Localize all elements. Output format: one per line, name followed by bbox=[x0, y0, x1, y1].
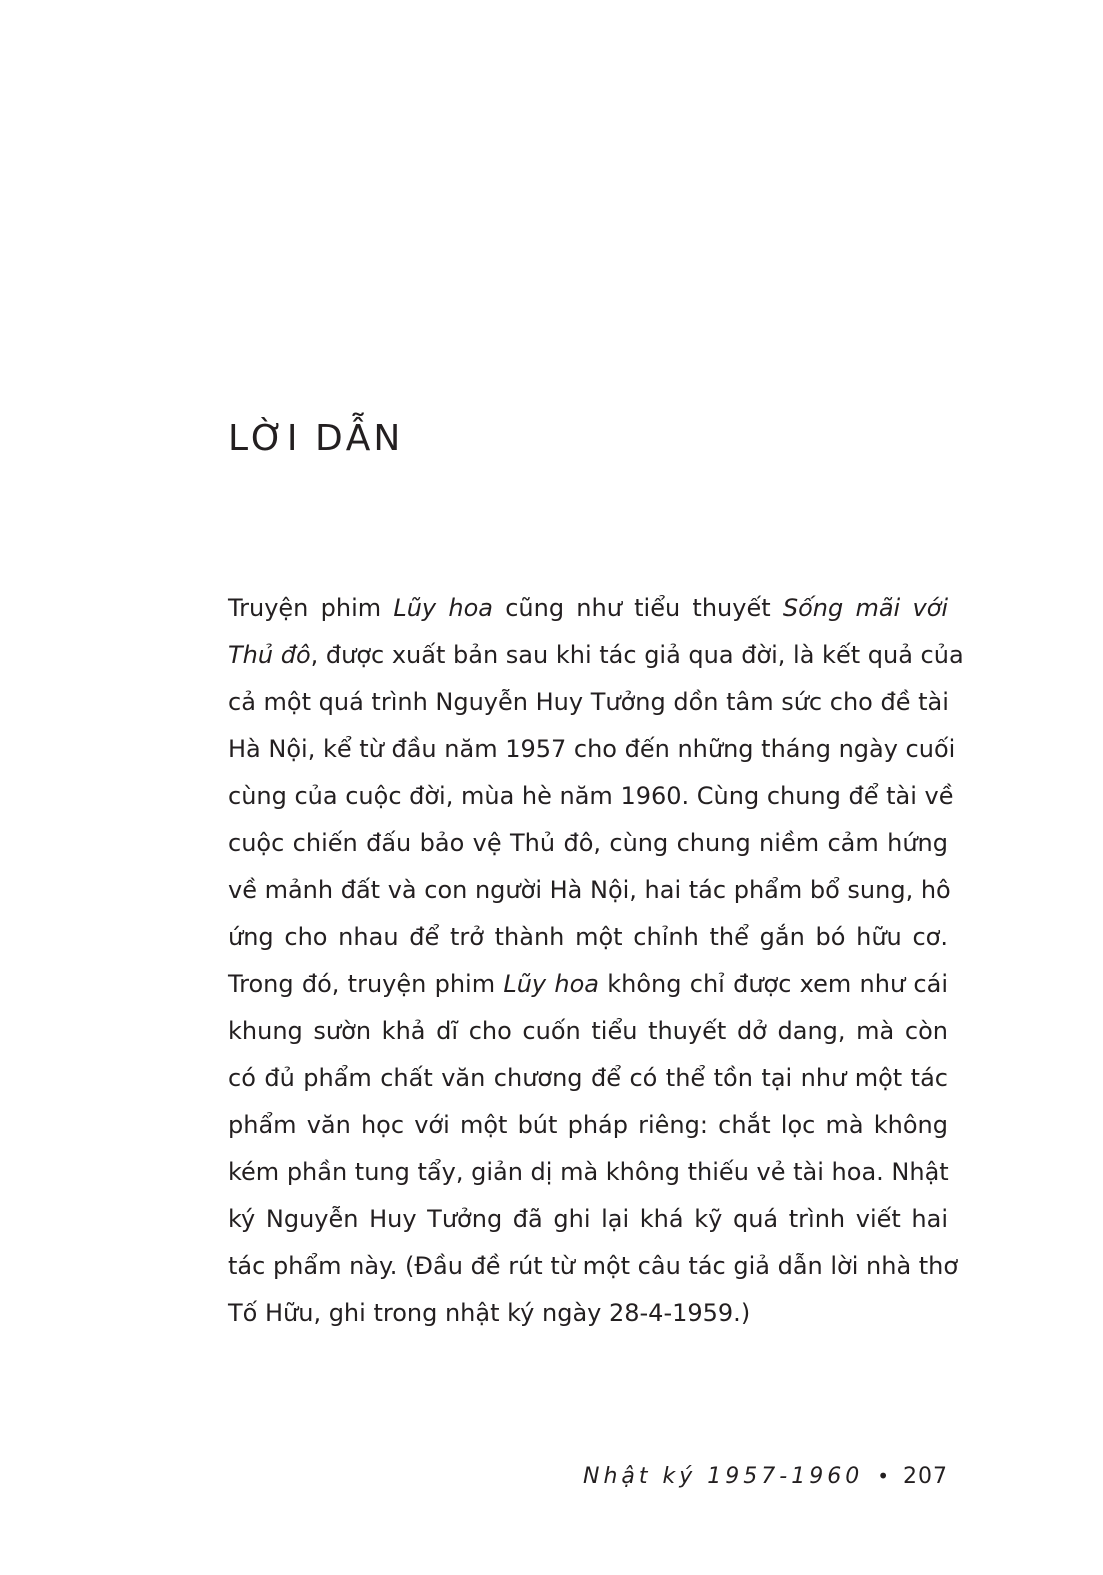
bullet-separator: • bbox=[877, 1464, 889, 1488]
running-title: Nhật ký 1957-1960 bbox=[583, 1464, 864, 1489]
paragraph-line: Truyện phim Lũy hoa cũng như tiểu thuyết Sống mãi với bbox=[228, 594, 949, 622]
paragraph-line: tác phẩm này. (Đầu đề rút từ một câu tác giả dẫn lời nhà thơ bbox=[228, 1252, 959, 1280]
body-paragraph bbox=[228, 585, 964, 1337]
paragraph-line: về mảnh đất và con người Hà Nội, hai tác phẩm bổ sung, hô bbox=[228, 876, 951, 904]
paragraph-line: kém phần tung tẩy, giản dị mà không thiếu vẻ tài hoa. Nhật bbox=[228, 1158, 949, 1186]
paragraph-line: Tố Hữu, ghi trong nhật ký ngày 28-4-1959.) bbox=[228, 1299, 751, 1327]
chapter-heading: LỜI DẪN bbox=[228, 418, 404, 459]
paragraph-line: Trong đó, truyện phim Lũy hoa không chỉ được xem như cái bbox=[228, 970, 948, 998]
paragraph-line: cuộc chiến đấu bảo vệ Thủ đô, cùng chung niềm cảm hứng bbox=[228, 829, 948, 857]
paragraph-line: có đủ phẩm chất văn chương để có thể tồn tại như một tác bbox=[228, 1064, 948, 1092]
page-number: 207 bbox=[903, 1464, 948, 1489]
paragraph-line: Thủ đô, được xuất bản sau khi tác giả qua đời, là kết quả của bbox=[228, 641, 964, 669]
paragraph-line: khung sườn khả dĩ cho cuốn tiểu thuyết dở dang, mà còn bbox=[228, 1017, 948, 1045]
paragraph-line: cùng của cuộc đời, mùa hè năm 1960. Cùng chung để tài về bbox=[228, 782, 954, 810]
paragraph-line: ứng cho nhau để trở thành một chỉnh thể gắn bó hữu cơ. bbox=[228, 923, 948, 951]
paragraph-line: phẩm văn học với một bút pháp riêng: chắt lọc mà không bbox=[228, 1111, 948, 1139]
paragraph-line: Hà Nội, kể từ đầu năm 1957 cho đến những tháng ngày cuối bbox=[228, 735, 956, 763]
page-footer bbox=[583, 1460, 948, 1493]
paragraph-line: cả một quá trình Nguyễn Huy Tưởng dồn tâm sức cho đề tài bbox=[228, 688, 949, 716]
paragraph-line: ký Nguyễn Huy Tưởng đã ghi lại khá kỹ quá trình viết hai bbox=[228, 1205, 948, 1233]
